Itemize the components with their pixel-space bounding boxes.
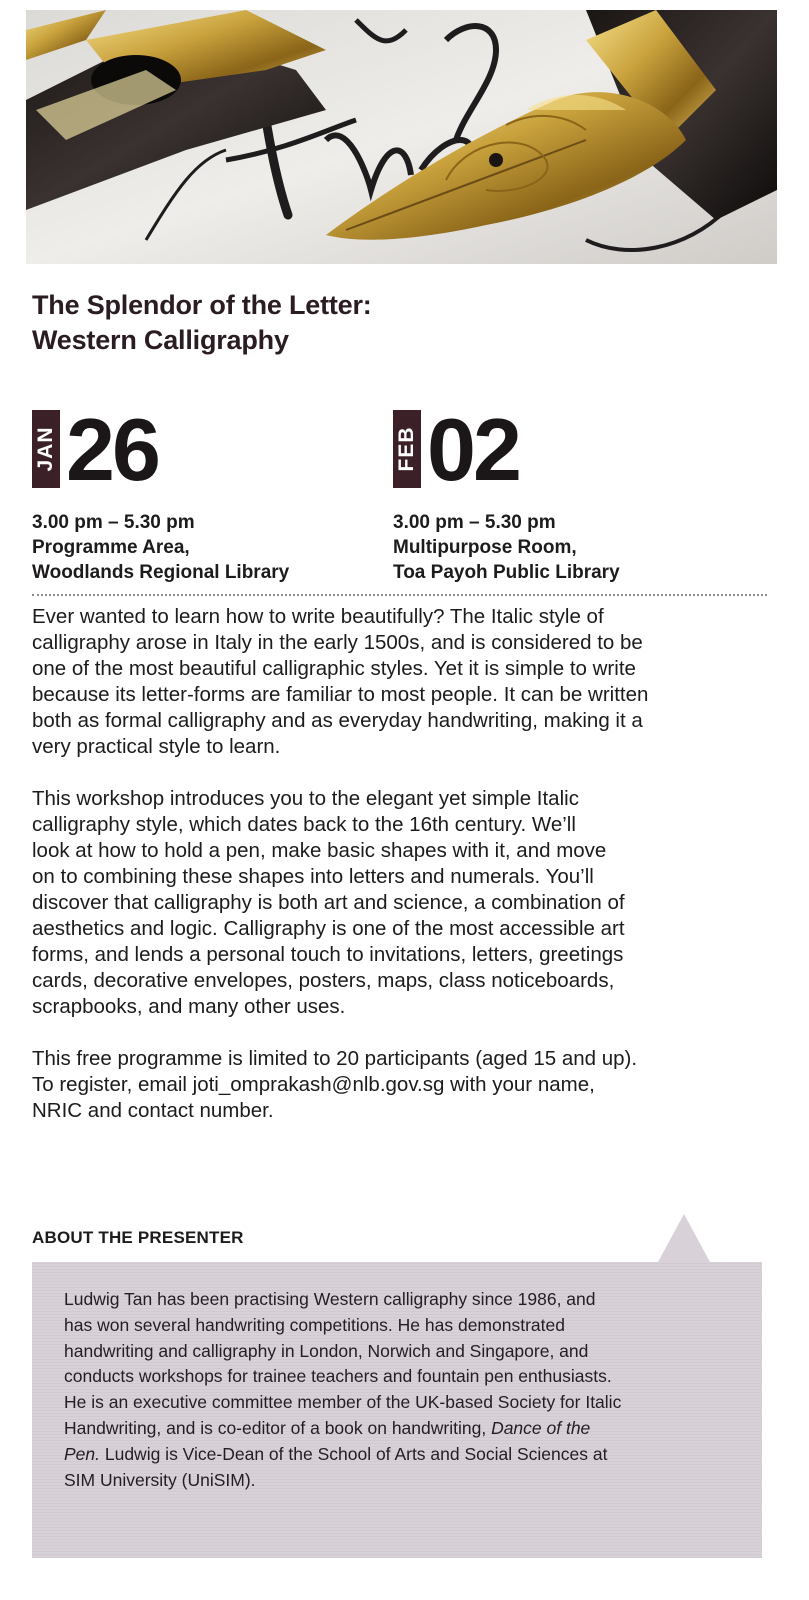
text-line: because its letter-forms are familiar to most people. It can be written xyxy=(32,683,649,706)
text-line: aesthetics and logic. Calligraphy is one of the most accessible art xyxy=(32,917,625,940)
venue-room: Multipurpose Room, xyxy=(393,537,577,558)
event-title xyxy=(32,288,752,358)
venue-room: Programme Area, xyxy=(32,537,190,558)
venue-library: Toa Payoh Public Library xyxy=(393,562,620,583)
event-title-line-1: The Splendor of the Letter: xyxy=(32,290,372,320)
text-line: cards, decorative envelopes, posters, maps, class noticeboards, xyxy=(32,969,615,992)
text-line: SIM University (UniSIM). xyxy=(64,1469,256,1490)
text-line: calligraphy arose in Italy in the early 1500s, and is considered to be xyxy=(32,631,643,654)
text-line: discover that calligraphy is both art and science, a combination of xyxy=(32,891,625,914)
text-line: very practical style to learn. xyxy=(32,735,281,758)
text-line: has won several handwriting competitions. He has demonstrated xyxy=(64,1314,565,1335)
text-line: NRIC and contact number. xyxy=(32,1099,274,1122)
date-block-jan xyxy=(32,400,392,585)
text-line: Ludwig Tan has been practising Western calligraphy since 1986, and xyxy=(64,1289,596,1309)
event-time: 3.00 pm – 5.30 pm xyxy=(32,512,195,533)
date-block-feb xyxy=(393,400,753,585)
text-line: forms, and lends a personal touch to invitations, letters, greetings xyxy=(32,943,624,966)
day-number: 26 xyxy=(66,400,158,499)
text-line: both as formal calligraphy and as everyday handwriting, making it a xyxy=(32,709,643,732)
callout-pointer xyxy=(658,1214,710,1262)
month-label: JAN xyxy=(34,426,57,472)
text-line: This workshop introduces you to the elegant yet simple Italic xyxy=(32,787,579,810)
text-line: This free programme is limited to 20 participants (aged 15 and up). xyxy=(32,1047,638,1070)
month-label: FEB xyxy=(395,426,418,472)
text-line: To register, email joti_omprakash@nlb.gov.sg with your name, xyxy=(32,1073,595,1096)
text-line: Ever wanted to learn how to write beautifully? The Italic style of xyxy=(32,605,604,628)
text-line: on to combining these shapes into letters and numerals. You’ll xyxy=(32,865,594,888)
book-title-end: Pen. xyxy=(64,1443,100,1464)
text-line: Ludwig is Vice-Dean of the School of Arts and Social Sciences at xyxy=(100,1443,608,1464)
text-line: one of the most beautiful calligraphic styles. Yet it is simple to write xyxy=(32,657,636,680)
month-badge xyxy=(32,410,60,488)
registration-paragraph xyxy=(32,1046,772,1124)
presenter-bio xyxy=(64,1287,744,1493)
day-number: 02 xyxy=(427,400,519,499)
text-line: scrapbooks, and many other uses. xyxy=(32,995,346,1018)
text-line: Handwriting, and is co-editor of a book on handwriting, xyxy=(64,1417,487,1438)
event-time: 3.00 pm – 5.30 pm xyxy=(393,512,556,533)
text-line: He is an executive committee member of the UK-based Society for Italic xyxy=(64,1392,622,1413)
about-presenter-heading: ABOUT THE PRESENTER xyxy=(32,1228,244,1247)
event-title-line-2: Western Calligraphy xyxy=(32,325,289,355)
description-paragraph-1 xyxy=(32,604,772,760)
book-title: Dance of the xyxy=(491,1417,591,1438)
text-line: handwriting and calligraphy in London, Norwich and Singapore, and xyxy=(64,1340,589,1361)
dotted-divider xyxy=(32,594,767,596)
venue-library: Woodlands Regional Library xyxy=(32,562,290,583)
description-paragraph-2 xyxy=(32,786,772,1020)
month-badge xyxy=(393,410,421,488)
text-line: conducts workshops for trainee teachers and fountain pen enthusiasts. xyxy=(64,1366,612,1387)
event-description xyxy=(32,604,772,1150)
text-line: look at how to hold a pen, make basic shapes with it, and move xyxy=(32,839,607,862)
text-line: calligraphy style, which dates back to the 16th century. We’ll xyxy=(32,813,576,836)
fountain-pen-nib-image xyxy=(26,10,777,264)
